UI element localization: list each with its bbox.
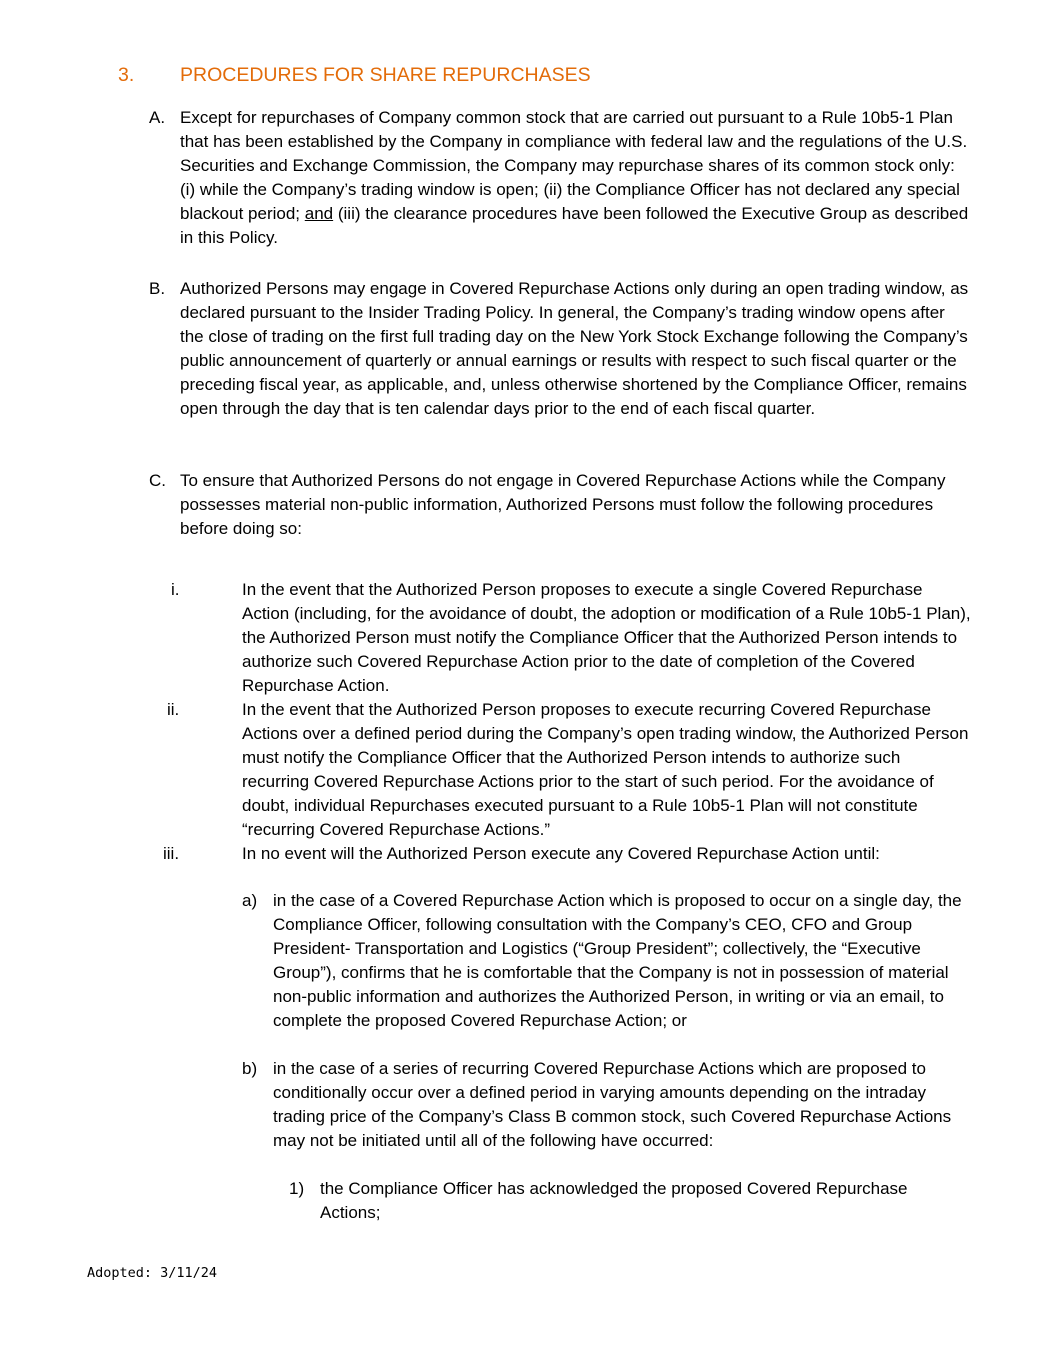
list-marker: i. [171, 580, 180, 599]
numbered-list-item [289, 1177, 960, 1225]
list-item-text: in the case of a Covered Repurchase Action which is proposed to occur on a single day, the Compliance Officer, following consultation with the Company’s CEO, CFO and Group President- Transportation and Logistics (“Group President”; collectively, the “Executive Group”), confirms that he is comfortable that the Company is not in possession of material non-public information and authorizes the Authorized Person, in writing or via an email, to complete the proposed Covered Repurchase Action; or [273, 891, 962, 1030]
list-marker: 1) [289, 1179, 305, 1198]
list-item-text: the Compliance Officer has acknowledged the proposed Covered Repurchase Actions; [320, 1179, 908, 1222]
paragraph-marker: B. [149, 279, 166, 298]
list-item-text: in the case of a series of recurring Covered Repurchase Actions which are proposed to conditionally occur over a defined period in varying amounts depending on the intraday trading price of the Company’s Class B common stock, such Covered Repurchase Actions may not be initiated until all of the following have occurred: [273, 1059, 952, 1150]
paragraph-text: To ensure that Authorized Persons do not engage in Covered Repurchase Actions while the Company possesses material non-public information, Authorized Persons must follow the following procedures before doing so: [180, 471, 946, 538]
adopted-date-footer: Adopted: 3/11/24 [87, 1265, 218, 1281]
paragraph-marker: C. [149, 471, 166, 490]
paragraph-c [149, 469, 970, 541]
section-title: PROCEDURES FOR SHARE REPURCHASES [180, 64, 591, 86]
roman-list-item [171, 578, 972, 698]
underlined-and: and [304, 204, 334, 223]
list-marker: b) [242, 1059, 258, 1078]
paragraph-b [149, 277, 970, 421]
list-marker: a) [242, 891, 258, 910]
paragraph-text: Authorized Persons may engage in Covered Repurchase Actions only during an open trading window, as declared pursuant to the Insider Trading Policy. In general, the Company’s trading window opens after the close of trading on the first full trading day on the New York Stock Exchange following the Company’s public announcement of quarterly or annual earnings or results with respect to such fiscal quarter or the preceding fiscal year, as applicable, and, unless otherwise shortened by the Compliance Officer, remains open through the day that is ten calendar days prior to the end of each fiscal quarter. [180, 279, 969, 418]
roman-list-item [167, 698, 972, 842]
list-marker: iii. [163, 844, 180, 863]
roman-list-item [163, 842, 972, 866]
list-item-text: In the event that the Authorized Person proposes to execute a single Covered Repurchase Action (including, for the avoidance of doubt, the adoption or modification of a Rule 10b5-1 Plan), the Authorized Person must notify the Compliance Officer that the Authorized Person intends to authorize such Covered Repurchase Action prior to the date of completion of the Covered Repurchase Action. [242, 580, 971, 695]
section-heading [118, 62, 591, 88]
paragraph-marker: A. [149, 108, 166, 127]
section-number: 3. [118, 64, 135, 86]
list-marker: ii. [167, 700, 180, 719]
letter-list-item [242, 1057, 973, 1153]
paragraph-text: Except for repurchases of Company common stock that are carried out pursuant to a Rule 10b5-1 Plan that has been established by the Company in compliance with federal law and the regulations of the U.S. Securities and Exchange Commission, the Company may repurchase shares of its common stock only: (i) while the Company’s trading window is open; (ii) the Compliance Officer has not declared any special blackout period; and (iii) the clearance procedures have been followed the Executive Group as described in this Policy. [180, 108, 969, 247]
list-item-text: In no event will the Authorized Person execute any Covered Repurchase Action until: [242, 844, 880, 863]
letter-list-item [242, 889, 973, 1033]
paragraph-a [149, 106, 970, 250]
list-item-text: In the event that the Authorized Person proposes to execute recurring Covered Repurchase Actions over a defined period during the Company’s open trading window, the Authorized Person must notify the Compliance Officer that the Authorized Person intends to authorize such recurring Covered Repurchase Actions prior to the start of such period. For the avoidance of doubt, individual Repurchases executed pursuant to a Rule 10b5-1 Plan will not constitute “recurring Covered Repurchase Actions.” [242, 700, 969, 839]
